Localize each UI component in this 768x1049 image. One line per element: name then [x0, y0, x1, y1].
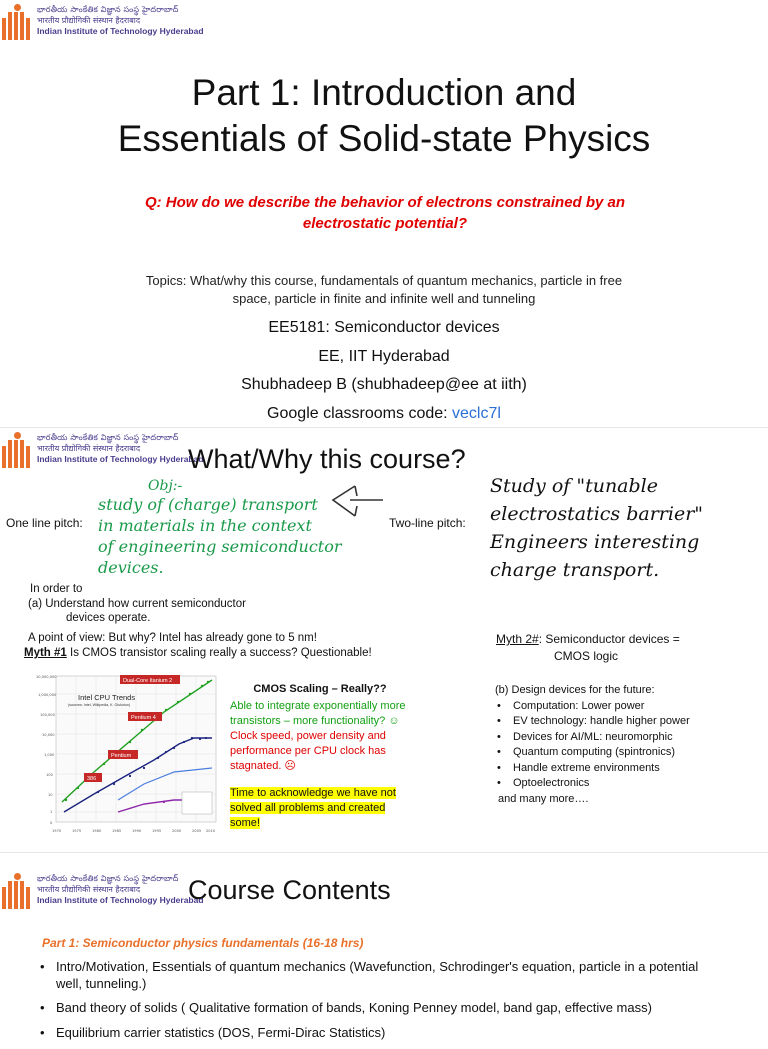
- graph-subtitle: (sources: Intel, Wikipedia, K. Olukotun): [68, 703, 131, 707]
- graph-x-tick: 2005: [192, 829, 202, 833]
- design-future-list: (b) Design devices for the future: • Computation: Lower power • EV technology: handle higher power • Devices for AI/ML: neuromorphic • Quantum computing (spintronics) • Handle extreme environments • Optoelectronics and many more….: [495, 683, 690, 807]
- course-name: EE5181: Semiconductor devices: [268, 319, 500, 336]
- handwritten-two-line-pitch: Study of "tunable electrostatics barrier" Engineers interesting charge transport.: [490, 475, 704, 581]
- classroom-code: veclc7l: [452, 404, 501, 422]
- graph-y-tick: 10: [48, 793, 53, 797]
- graph-y-tick: 0: [50, 821, 53, 825]
- iith-logo: భారతీయ సాంకేతిక విజ్ఞాన సంస్థ హైదరాబాద్ भारतीय प्रौद्योगिकी संस्थान हैदराबाद Indian Institute of Technology Hyderabad: [2, 873, 204, 909]
- cmos-highlight-text: Time to acknowledge we have not solved all problems and created some!: [230, 787, 396, 829]
- graph-y-tick: 100: [46, 773, 53, 777]
- iith-emblem-icon: [2, 4, 34, 40]
- logo-telugu: భారతీయ సాంకేతిక విజ్ఞాన సంస్థ హైదరాబాద్: [37, 5, 179, 14]
- course-info: [0, 314, 768, 428]
- graph-x-tick: 1990: [132, 829, 142, 833]
- graph-title: Intel CPU Trends: [78, 693, 136, 702]
- contents-list: [40, 959, 720, 1049]
- classroom-code-line: Google classrooms code: veclc7l: [267, 404, 501, 422]
- slide-title: What/Why this course?: [188, 444, 466, 474]
- list-item: • Devices for AI/ML: neuromorphic: [495, 730, 690, 746]
- instructor: Shubhadeep B (shubhadeep@ee at iith): [241, 376, 527, 393]
- list-item: • EV technology: handle higher power: [495, 714, 690, 730]
- list-item: • Band theory of solids ( Qualitative formation of bands, Koning Penney model, band gap, effective mass): [40, 1000, 720, 1017]
- part1-heading: Part 1: Semiconductor physics fundamentals (16-18 hrs): [42, 936, 364, 950]
- graph-label-pentium: Pentium: [111, 753, 132, 759]
- topics-text: Topics: What/why this course, fundamentals of quantum mechanics, particle in free space, particle in finite and infinite well and tunneling: [145, 273, 623, 306]
- cmos-scaling-note: [230, 682, 410, 831]
- list-item: • Computation: Lower power: [495, 699, 690, 715]
- handwritten-one-line-pitch: study of (charge) transport in materials in the context of engineering semiconductor devices.: [98, 495, 342, 577]
- graph-y-tick: 1: [50, 810, 53, 814]
- cmos-title: CMOS Scaling – Really??: [253, 683, 387, 695]
- graph-x-tick: 2010: [206, 829, 216, 833]
- list-item: • Optoelectronics: [495, 776, 690, 792]
- graph-x-tick: 1985: [112, 829, 122, 833]
- slide-what-why: [0, 428, 768, 853]
- logo-english: Indian Institute of Technology Hyderabad: [37, 26, 204, 36]
- graph-label-pentium4: Pentium 4: [131, 715, 156, 721]
- iith-emblem-icon: [2, 873, 34, 909]
- slide-intro: [0, 0, 768, 428]
- graph-label-386: 386: [87, 776, 97, 782]
- key-question: Q: How do we describe the behavior of electrons constrained by an electrostatic potential?: [144, 194, 626, 232]
- iith-logo: [2, 4, 204, 40]
- graph-y-tick: 1,000: [44, 753, 55, 757]
- slide-title: Part 1: Introduction and Essentials of Solid-state Physics: [117, 72, 651, 159]
- two-line-pitch-label: Two-line pitch:: [389, 516, 466, 530]
- iith-logo: భారతీయ సాంకేతిక విజ్ఞాన సంస్థ హైదరాబాద్ भारतीय प्रौद्योगिकी संस्थान हैदराबाद Indian Institute of Technology Hyderabad: [2, 432, 204, 468]
- slide-course-contents: [0, 853, 768, 1040]
- list-item: • Intro/Motivation, Essentials of quantum mechanics (Wavefunction, Schrodinger's equation, particle in a potential well, tunneling.): [40, 959, 720, 992]
- graph-label-itanium: Dual-Core Itanium 2: [123, 678, 173, 684]
- cmos-green-text: Able to integrate exponentially more transistors – more functionality? ☺: [230, 700, 406, 727]
- graph-y-tick: 10,000,000: [36, 675, 57, 679]
- myth2: Myth 2#: Semiconductor devices = CMOS logic: [496, 632, 680, 663]
- cmos-red-text: Clock speed, power density and performance per CPU clock has stagnated. ☹: [230, 730, 386, 772]
- graph-x-tick: 1970: [52, 829, 62, 833]
- iith-emblem-icon: [2, 432, 34, 468]
- list-item: • Equilibrium carrier statistics (DOS, Fermi-Dirac Statistics): [40, 1025, 720, 1042]
- one-line-pitch-label: One line pitch:: [6, 516, 83, 530]
- graph-x-tick: 1980: [92, 829, 102, 833]
- point-of-view: A point of view: But why? Intel has already gone to 5 nm! Myth #1 Is CMOS transistor scaling really a success? Questionable!: [24, 632, 372, 659]
- graph-y-tick: 100,000: [40, 713, 55, 717]
- hand-arrow-icon: [325, 478, 385, 523]
- intel-cpu-trends-graph: [34, 672, 222, 844]
- graph-x-tick: 2000: [172, 829, 182, 833]
- graph-x-tick: 1995: [152, 829, 162, 833]
- hand-obj: Obj:-: [148, 478, 183, 494]
- graph-y-tick: 1,000,000: [38, 693, 57, 697]
- list-item: • Quantum computing (spintronics): [495, 745, 690, 761]
- graph-y-tick: 10,000: [42, 733, 55, 737]
- in-order-to-list: In order to (a) Understand how current semiconductor devices operate.: [28, 583, 246, 624]
- logo-hindi: भारतीय प्रौद्योगिकी संस्थान हैदराबाद: [37, 16, 141, 25]
- department: EE, IIT Hyderabad: [318, 347, 450, 365]
- list-item: • Handle extreme environments: [495, 761, 690, 777]
- myth1-label: Myth #1: [24, 647, 67, 659]
- slide-title: Course Contents: [188, 875, 391, 905]
- graph-x-tick: 1975: [72, 829, 82, 833]
